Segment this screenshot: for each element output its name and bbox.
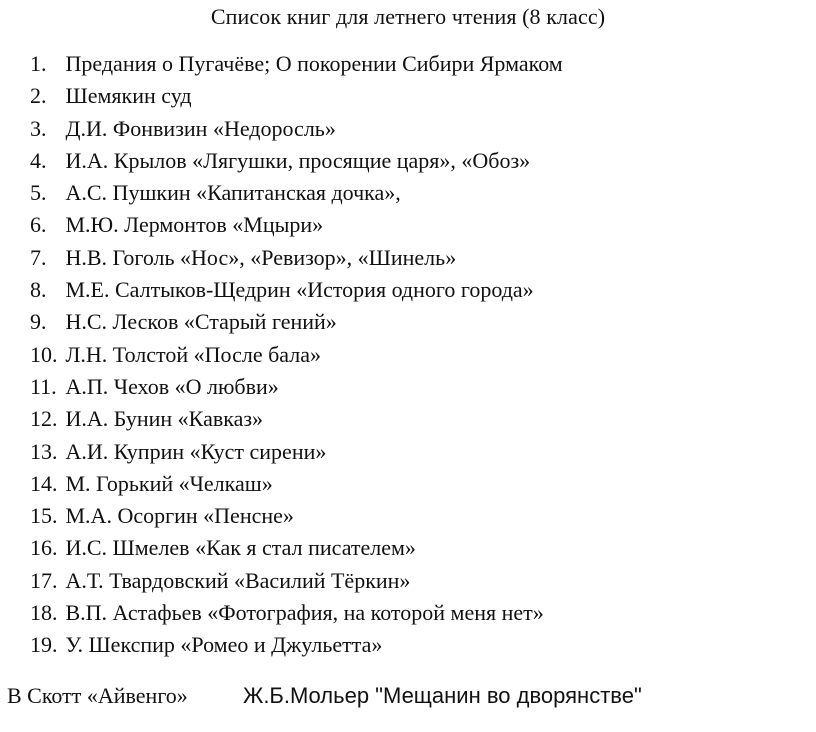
list-item	[30, 502, 563, 534]
list-item	[30, 211, 563, 243]
list-item	[30, 50, 563, 82]
item-number: 17.	[30, 567, 58, 593]
book-list	[30, 50, 563, 664]
item-number: 2.	[30, 83, 47, 109]
list-item	[30, 179, 563, 211]
item-number: 3.	[30, 115, 47, 141]
list-item	[30, 470, 563, 502]
list-item	[30, 147, 563, 179]
item-text: А.И. Куприн «Куст сирени»	[65, 438, 327, 464]
list-item	[30, 244, 563, 276]
list-item	[30, 82, 563, 114]
item-text: В.П. Астафьев «Фотография, на которой меня нет»	[65, 600, 544, 626]
item-text: Предания о Пугачёве; О покорении Сибири Ярмаком	[65, 51, 563, 76]
item-number: 10.	[30, 341, 58, 367]
item-number: 13.	[30, 438, 58, 464]
item-text: И.А. Бунин «Кавказ»	[65, 406, 264, 432]
page-title: Список книг для летнего чтения (8 класс)	[210, 4, 606, 29]
list-item	[30, 341, 563, 373]
item-text: М.Е. Салтыков-Щедрин «История одного города»	[65, 277, 534, 303]
list-item	[30, 308, 563, 340]
list-item	[30, 373, 563, 405]
item-number: 9.	[30, 309, 47, 335]
item-text: И.А. Крылов «Лягушки, просящие царя», «Обоз»	[65, 147, 531, 173]
item-number: 18.	[30, 600, 58, 626]
item-number: 14.	[30, 470, 58, 496]
item-number: 6.	[30, 212, 47, 238]
item-number: 4.	[30, 147, 47, 173]
item-text: Л.Н. Толстой «После бала»	[65, 341, 321, 367]
item-text: А.П. Чехов «О любви»	[65, 373, 279, 399]
footer-note-moliere: Ж.Б.Мольер "Мещанин во дворянстве"	[243, 683, 642, 708]
item-number: 11.	[30, 373, 57, 399]
item-text: М.А. Осоргин «Пенсне»	[65, 503, 294, 529]
item-text: Шемякин суд	[65, 83, 192, 109]
item-number: 8.	[30, 277, 47, 303]
item-number: 5.	[30, 180, 47, 206]
list-item	[30, 631, 563, 663]
item-text: И.С. Шмелев «Как я стал писателем»	[65, 535, 416, 561]
item-number: 15.	[30, 503, 58, 529]
item-text: Д.И. Фонвизин «Недоросль»	[65, 115, 336, 141]
footer-note	[7, 682, 816, 712]
list-item	[30, 276, 563, 308]
item-number: 19.	[30, 632, 58, 658]
list-item	[30, 599, 563, 631]
item-number: 7.	[30, 244, 47, 270]
list-item	[30, 438, 563, 470]
list-item	[30, 567, 563, 599]
item-number: 1.	[30, 51, 47, 76]
item-number: 16.	[30, 535, 58, 561]
footer-note-scott: В Скотт «Айвенго»	[7, 683, 188, 708]
item-number: 12.	[30, 406, 58, 432]
list-item	[30, 405, 563, 437]
item-text: А.Т. Твардовский «Василий Тёркин»	[65, 567, 411, 593]
item-text: Н.В. Гоголь «Нос», «Ревизор», «Шинель»	[65, 244, 457, 270]
list-item	[30, 115, 563, 147]
item-text: Н.С. Лесков «Старый гений»	[65, 309, 337, 335]
item-text: М. Горький «Челкаш»	[65, 470, 273, 496]
list-item	[30, 534, 563, 566]
item-text: А.С. Пушкин «Капитанская дочка»,	[65, 180, 401, 206]
item-text: У. Шекспир «Ромео и Джульетта»	[65, 632, 383, 658]
item-text: М.Ю. Лермонтов «Мцыри»	[65, 212, 324, 238]
